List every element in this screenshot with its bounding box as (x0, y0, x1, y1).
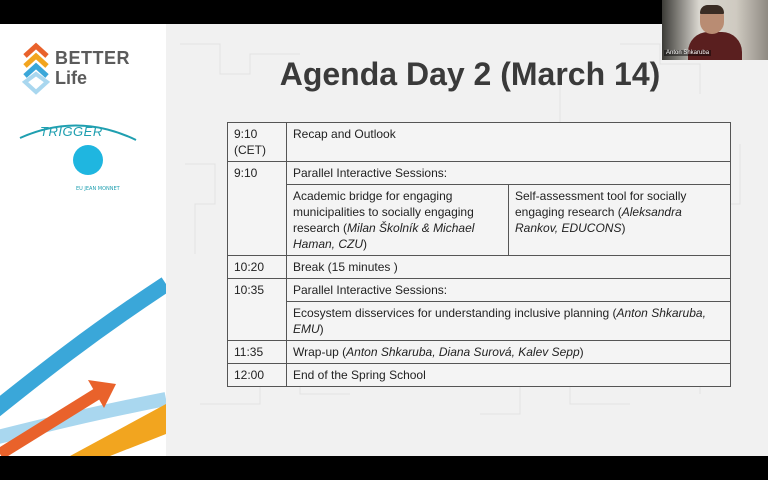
agenda-session-self-assessment (509, 185, 731, 256)
agenda-item: Break (15 minutes ) (287, 256, 731, 279)
table-row (228, 123, 731, 162)
table-row (228, 279, 731, 302)
session-presenters: Aleksandra Rankov, EDUCONS (515, 205, 682, 235)
agenda-time: 9:10 (CET) (228, 123, 287, 162)
session-title: Academic bridge for engaging municipalities to socially engaging research ( (293, 189, 474, 235)
session-close: ) (621, 221, 626, 235)
table-row (228, 364, 731, 387)
shared-slide (0, 24, 768, 456)
participant-video-tile[interactable] (662, 0, 768, 60)
session-presenters: Anton Shkaruba, Diana Surová, Kalev Sepp (346, 345, 580, 359)
better-life-line2: Life (55, 68, 88, 88)
agenda-item: Recap and Outlook (287, 123, 731, 162)
agenda-item: Parallel Interactive Sessions: (287, 279, 731, 302)
decorative-arrows-graphic (0, 274, 166, 456)
left-logo-panel (0, 24, 166, 456)
agenda-session-ecosystem (287, 302, 731, 341)
better-life-chevron-icon (22, 42, 52, 98)
session-close: ) (319, 322, 324, 336)
agenda-time: 12:00 (228, 364, 287, 387)
slide-title: Agenda Day 2 (March 14) (279, 56, 661, 92)
agenda-item (287, 341, 731, 364)
session-title: Self-assessment tool for socially engaging research ( (515, 189, 687, 219)
better-life-line1: BETTER (55, 48, 130, 68)
table-row (228, 302, 731, 341)
agenda-item: Parallel Interactive Sessions: (287, 162, 731, 185)
agenda-session-academic-bridge (287, 185, 509, 256)
agenda-time: 11:35 (228, 341, 287, 364)
agenda-time: 10:35 (228, 279, 287, 341)
table-row (228, 341, 731, 364)
session-close: ) (579, 345, 584, 359)
trigger-logo (16, 118, 140, 192)
participant-hair (700, 5, 724, 14)
session-title: Wrap-up ( (293, 345, 347, 359)
table-row (228, 256, 731, 279)
session-presenters: Milan Školník & Michael Haman, CZU (293, 221, 475, 251)
agenda-time: 9:10 (228, 162, 287, 256)
agenda-time: 10:20 (228, 256, 287, 279)
table-row (228, 185, 731, 256)
participant-name-label: Anton Shkaruba (666, 50, 710, 56)
agenda-table (227, 122, 731, 387)
table-row (228, 162, 731, 185)
trigger-subtitle: EU JEAN MONNET (76, 186, 120, 192)
better-life-logo (22, 42, 142, 98)
bottom-black-bar (0, 456, 768, 480)
session-title: Ecosystem disservices for understanding inclusive planning ( (293, 306, 617, 320)
session-presenters: Anton Shkaruba, EMU (293, 306, 706, 336)
session-close: ) (363, 237, 368, 251)
trigger-wordmark: TRIGGER (40, 124, 103, 139)
top-black-bar (0, 0, 768, 24)
agenda-item: End of the Spring School (287, 364, 731, 387)
